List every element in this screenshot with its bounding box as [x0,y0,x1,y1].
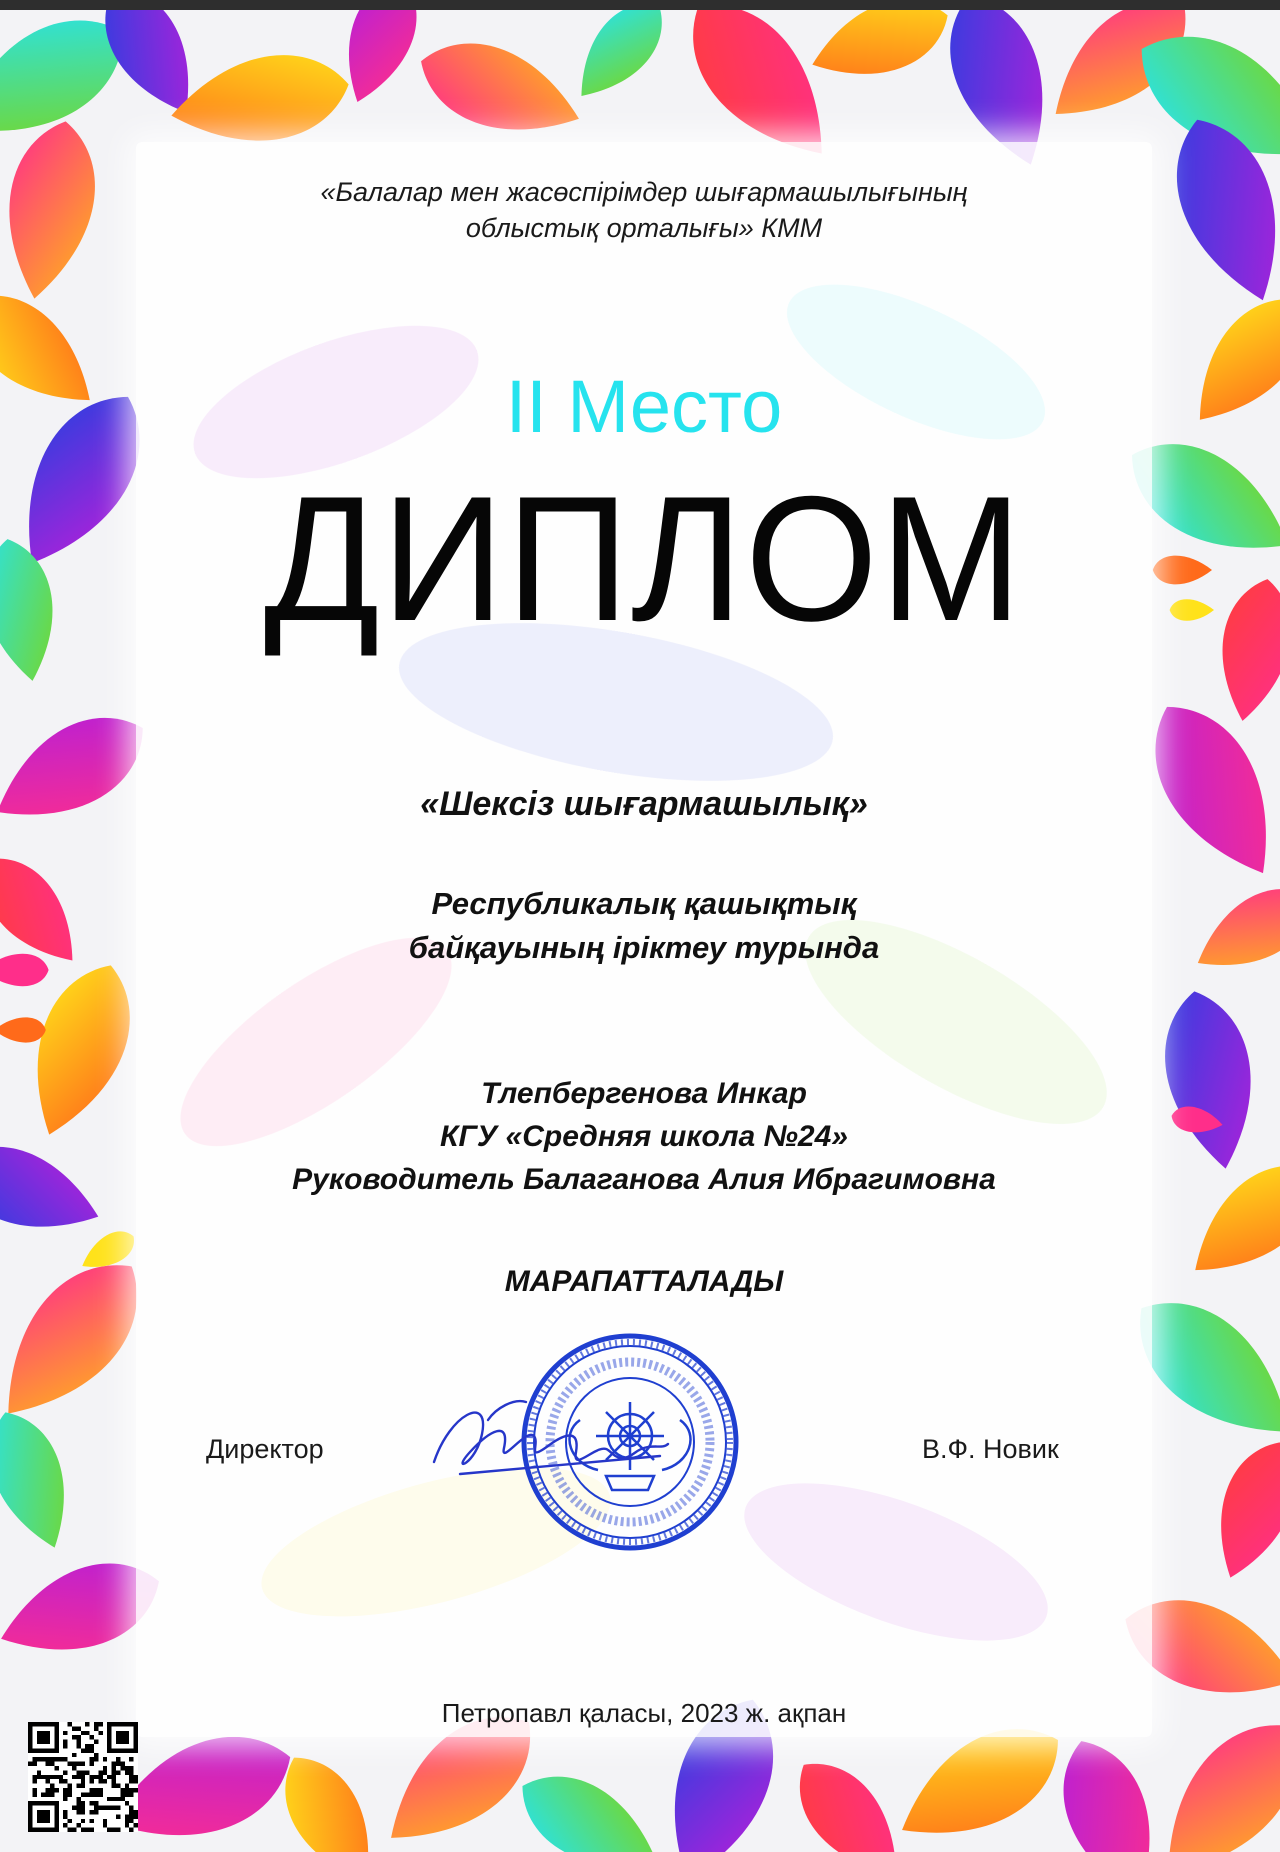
contest-description [136,882,1152,970]
place-and-date: Петропавл қаласы, 2023 ж. ақпан [441,1698,847,1728]
participant-supervisor: Руководитель Балаганова Алия Ибрагимовна [292,1163,996,1196]
qr-code-icon [28,1722,138,1832]
contest-description-line-1: Республикалық қашықтық [431,886,857,921]
participant-block [136,1072,1152,1201]
organization-line-1: «Балалар мен жасөспірімдер шығармашылығының [320,177,968,207]
diploma-title: ДИПЛОМ [263,459,1025,658]
stamp-and-signature [430,1324,760,1554]
contest-name: «Шексіз шығармашылық» [420,785,868,823]
diploma-content-panel [136,142,1152,1737]
director-name: В.Ф. Новик [922,1434,1059,1464]
participant-name: Тлепбергенова Инкар [481,1077,807,1110]
organization-header [136,174,1152,246]
participant-school: КГУ «Средняя школа №24» [440,1120,848,1153]
diploma-page [0,10,1280,1852]
place-title: II Место [505,365,783,448]
contest-description-line-2: байқауының іріктеу турында [408,930,880,965]
awarded-text: МАРАПАТТАЛАДЫ [504,1265,784,1298]
director-label: Директор [206,1434,324,1464]
organization-line-2: облыстық орталығы» КММ [465,213,823,243]
